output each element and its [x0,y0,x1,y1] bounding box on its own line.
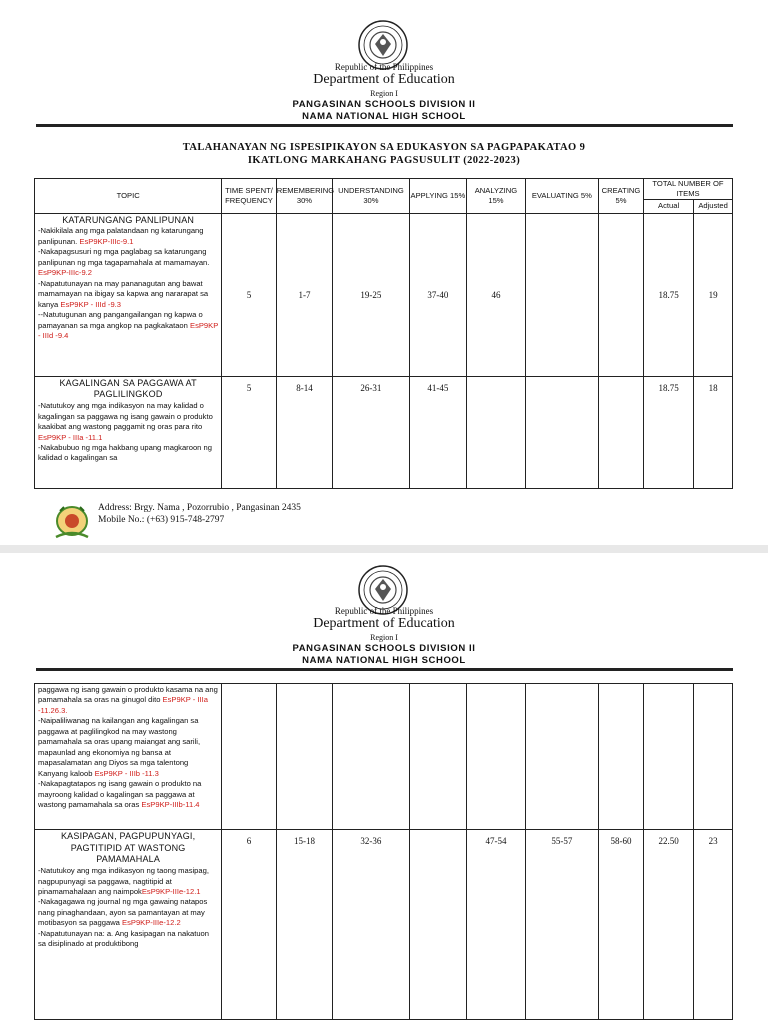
cell-adjusted: 19 [694,213,733,376]
col-applying: APPLYING 15% [409,179,467,214]
cell-understanding: 26-31 [333,376,409,488]
cell-understanding [333,684,409,830]
competency-item: -Nakagagawa ng journal ng mga gawaing natapos nang pinaghandaan, ayon sa pamantayan at may motibasyon sa paggawa EsP9KP-IIIe-12.2 [38,897,208,928]
header-region: Region I [370,89,398,98]
competency-item: paggawa ng isang gawain o produkto kasama na ang pamamahala sa oras na ginugol dito EsP9KP - IIIa -11.26.3. [38,685,218,715]
footer-address: Address: Brgy. Nama , Pozorrubio , Pangasinan 2435 [98,503,301,513]
cell-applying: 37-40 [409,213,467,376]
cell-creating [599,376,644,488]
competency-item: -Napatutunayan na may pananagutan ang bawat mamamayan na ibigay sa kapwa ang nararapat sa kanya EsP9KP - IIId -9.3 [38,278,209,309]
school-logo-icon [50,503,94,543]
header-department: Department of Education [313,616,455,631]
col-analyzing: ANALYZING 15% [467,179,526,214]
cell-actual: 18.75 [643,376,693,488]
cell-time: 5 [222,376,276,488]
topic-heading: KASIPAGAN, PAGPUPUNYAGI, PAGTITIPID AT WASTONG PAMAMAHALA [60,831,196,865]
cell-remembering: 8-14 [276,376,333,488]
cell-understanding: 32-36 [333,830,409,1020]
title-line-1: TALAHANAYAN NG ISPESIPIKAYON SA EDUKASYON SA PAGPAPAKATAO 9 [182,142,586,153]
header-department: Department of Education [313,72,455,87]
cell-evaluating: 55-57 [525,830,598,1020]
col-remembering: REMEMBERING 30% [276,179,333,214]
header-school: NAMA NATIONAL HIGH SCHOOL [302,111,466,122]
table-row [35,376,733,488]
table-row [35,213,733,376]
header-republic: Republic of the Philippines [334,62,434,72]
cell-evaluating [525,213,598,376]
cell-actual: 22.50 [643,830,693,1020]
cell-actual [643,684,693,830]
col-actual: Actual [643,199,693,213]
cell-time: 5 [222,213,276,376]
col-adjusted: Adjusted [694,199,733,213]
page-separator [0,545,768,553]
competency-item: -Napatutunayan na: a. Ang kasipagan na nakatuon sa disiplinado at produktibong [38,928,209,949]
cell-applying [409,830,467,1020]
topic-cell [35,684,222,830]
cell-analyzing: 47-54 [467,830,526,1020]
footer-mobile: Mobile No.: (+63) 915-748-2797 [98,515,225,525]
header-division: PANGASINAN SCHOOLS DIVISION II [292,99,476,110]
competency-item: --Natutugunan ang pangangailangan ng kapwa o pamayanan sa mga angkop na pagkakataon EsP9KP - IIId -9.4 [38,310,219,341]
tos-table [34,178,733,489]
header-division: PANGASINAN SCHOOLS DIVISION II [292,643,476,654]
topic-heading: KATARUNGANG PANLIPUNAN [62,214,195,225]
cell-understanding: 19-25 [333,213,409,376]
cell-actual: 18.75 [643,213,693,376]
tos-table-continued [34,683,733,1020]
header-rule [36,124,733,127]
topic-cell [35,376,222,488]
cell-creating [599,213,644,376]
topic-heading: KAGALINGAN SA PAGGAWA AT PAGLILINGKOD [59,377,197,400]
col-topic: TOPIC [35,179,222,214]
cell-remembering: 15-18 [276,830,333,1020]
cell-creating [599,684,644,830]
cell-remembering: 1-7 [276,213,333,376]
competency-item: -Nakapagsusuri ng mga paglabag sa katarungang panlipunan ng mga tagapamahala at mamamayan. EsP9KP-IIIc-9.2 [38,247,210,278]
footer-contact [98,502,301,526]
col-time: TIME SPENT/ FREQUENCY [222,179,276,214]
cell-analyzing [467,684,526,830]
header-rule [36,668,733,671]
cell-evaluating [525,684,598,830]
table-row [35,684,733,830]
col-understanding: UNDERSTANDING 30% [333,179,409,214]
topic-cell [35,830,222,1020]
col-evaluating: EVALUATING 5% [525,179,598,214]
table-row [35,830,733,1020]
cell-adjusted: 23 [694,830,733,1020]
cell-creating: 58-60 [599,830,644,1020]
cell-remembering [276,684,333,830]
cell-time: 6 [222,830,276,1020]
competency-item: -Nakikilala ang mga palatandaan ng katarungang panlipunan. EsP9KP-IIIc-9.1 [38,226,204,246]
competency-item: -Nakapagtatapos ng isang gawain o produkto na mayroong kalidad o kagalingan sa paggawa at wastong pamamahala sa oras EsP9KP-IIIb-11.4 [38,779,202,810]
header-republic: Republic of the Philippines [334,606,434,616]
cell-evaluating [525,376,598,488]
competency-item: -Natutukoy ang mga indikasyon ng taong masipag, nagpupunyagi sa paggawa, nagtitipid at pinamamahalaan ang naimpokEsP9KP-IIIe-12.1 [38,866,209,896]
page-2 [0,553,768,1024]
competency-item: -Nakabubuo ng mga hakbang upang magkaroon ng kalidad o kagalingan sa [38,442,212,463]
cell-applying: 41-45 [409,376,467,488]
col-creating: CREATING 5% [599,179,644,214]
competency-item: -Naipaliliwanag na kailangan ang kagalingan sa paggawa at paglilingkod na may wastong pamamahala sa oras upang maiangat ang sarili, mapaunlad ang ekonomiya ng bansa at mapasalamatan ang Diyos sa mga talentong Kanyang kaloob EsP9KP - IIIb -11.3 [38,716,201,778]
competency-item: -Natutukoy ang mga indikasyon na may kalidad o kagalingan sa paggawa ng isang gawain o produkto kaakibat ang wastong paggamit ng oras para rito EsP9KP - IIIa -11.1 [38,401,213,442]
header-school: NAMA NATIONAL HIGH SCHOOL [302,655,466,666]
cell-analyzing [467,376,526,488]
col-total: TOTAL NUMBER OF ITEMS [643,179,732,200]
title-line-2: IKATLONG MARKAHANG PAGSUSULIT (2022-2023) [247,155,521,166]
topic-cell [35,213,222,376]
header-region: Region I [370,633,398,642]
cell-applying [409,684,467,830]
cell-adjusted: 18 [694,376,733,488]
cell-adjusted [694,684,733,830]
cell-time [222,684,276,830]
cell-analyzing: 46 [467,213,526,376]
